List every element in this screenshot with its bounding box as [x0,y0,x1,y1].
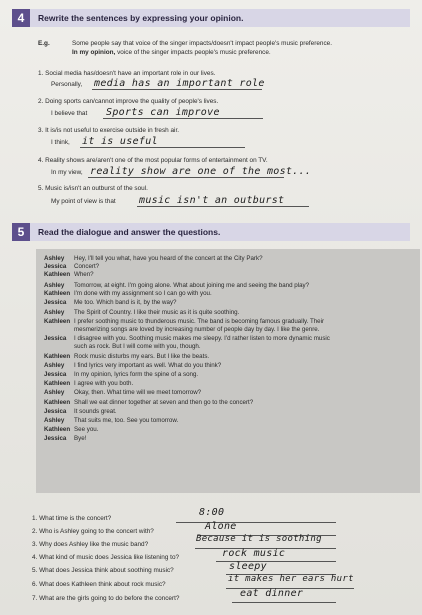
dialogue-line: Jessica I disagree with you. Soothing music makes me sleepy. I'd rather listen to more dynamic music [44,335,330,342]
task-4-item-1: 1. Social media has/doesn't have an important role in our lives. [38,70,216,77]
task-4-item-1-answer: media has an important role [94,78,265,89]
task-4-item-3-answer: it is useful [82,136,158,147]
task-4-item-2-prompt: I believe that [51,110,88,117]
task-4-item-5-answer: music isn't an outburst [139,195,285,206]
task-4-item-4-answer: reality show are one of the most... [90,166,312,177]
question-2-answer: Alone [205,521,237,532]
task-4-number: 4 [12,9,30,27]
task-4-header [12,9,410,27]
question-7-blank[interactable] [232,602,336,603]
dialogue-line: Jessica Me too. Which band is it, by the way? [44,299,177,306]
dialogue-line: Kathleen Rock music disturbs my ears. But I like the beats. [44,353,210,360]
task-4-item-2-blank[interactable] [103,118,263,119]
dialogue-line: Jessica Concert? [44,263,100,270]
task-4-item-3-blank[interactable] [80,147,245,148]
task-5-header [12,223,410,241]
dialogue-line: Ashley Hey, I'll tell you what, have you heard of the concert at the City Park? [44,255,263,262]
question-1-blank[interactable] [176,522,336,523]
task-5-title: Read the dialogue and answer the questions. [30,223,410,241]
question-4: 4. What kind of music does Jessica like listening to? [32,554,180,561]
task-4-item-5: 5. Music is/isn't an outburst of the soul. [38,185,148,192]
question-7-answer: eat dinner [240,588,304,599]
question-6: 6. What does Kathleen think about rock music? [32,581,166,588]
example-sentence: Some people say that voice of the singer impacts/doesn't impact people's music preference. [72,40,332,47]
dialogue-line-continued: such as rock. But I will come with you, though. [74,343,201,350]
task-4-item-2-answer: Sports can improve [106,107,220,118]
task-4-item-3-prompt: I think, [51,139,70,146]
dialogue-line-continued: mesmerizing songs are loved by increasing number of people day by day. I like the genre. [74,326,320,333]
question-4-answer: rock music [222,548,286,559]
question-1: 1. What time is the concert? [32,515,112,522]
task-4-item-4: 4. Reality shows are/aren't one of the most popular forms of entertainment on TV. [38,157,268,164]
task-4-item-4-prompt: In my view, [51,169,83,176]
task-4-item-4-blank[interactable] [88,177,284,178]
example-label: E.g. [38,40,50,47]
task-5-number: 5 [12,223,30,241]
dialogue-line: Kathleen Shall we eat dinner together at seven and then go to the concert? [44,399,254,406]
question-5: 5. What does Jessica think about soothing music? [32,567,174,574]
dialogue-line: Jessica In my opinion, lyrics form the spine of a song. [44,371,199,378]
dialogue-line: Ashley I find lyrics very important as well. What do you think? [44,362,222,369]
task-4-item-3: 3. It is/is not useful to exercise outside in fresh air. [38,127,180,134]
dialogue-line: Kathleen When? [44,271,94,278]
task-4-item-5-blank[interactable] [137,206,309,207]
question-3: 3. Why does Ashley like the music band? [32,541,149,548]
example-answer: In my opinion, voice of the singer impacts people's music preference. [72,49,271,56]
dialogue-line: Ashley Tomorrow, at eight. I'm going alone. What about joining me and seeing the band play? [44,282,310,289]
task-4-title: Rewrite the sentences by expressing your opinion. [30,9,410,27]
dialogue-line: Jessica It sounds great. [44,408,117,415]
dialogue-line: Ashley Okay, then. What time will we meet tomorrow? [44,389,202,396]
task-4-item-1-prompt: Personally, [51,81,83,88]
task-4-item-2: 2. Doing sports can/cannot improve the quality of people's lives. [38,98,219,105]
dialogue-line: Kathleen See you. [44,426,99,433]
dialogue-line: Kathleen I'm done with my assignment so I can go with you. [44,290,212,297]
question-6-answer: it makes her ears hurt [228,574,354,584]
dialogue-box [36,249,420,493]
question-5-answer: sleepy [229,561,267,572]
dialogue-line: Ashley The Spirit of Country. I like their music as it is quite soothing. [44,309,240,316]
dialogue-line: Kathleen I prefer soothing music to thunderous music. The band is becoming famous gradually. Their [44,318,325,325]
question-2: 2. Who is Ashley going to the concert with? [32,528,154,535]
question-3-answer: Because it is soothing [196,534,322,544]
dialogue-line: Ashley That suits me, too. See you tomorrow. [44,417,179,424]
dialogue-line: Jessica Bye! [44,435,87,442]
dialogue-line: Kathleen I agree with you both. [44,380,134,387]
task-4-item-1-blank[interactable] [92,89,262,90]
question-1-answer: 8:00 [199,507,225,518]
task-4-item-5-prompt: My point of view is that [51,198,116,205]
question-7: 7. What are the girls going to do before the concert? [32,595,180,602]
